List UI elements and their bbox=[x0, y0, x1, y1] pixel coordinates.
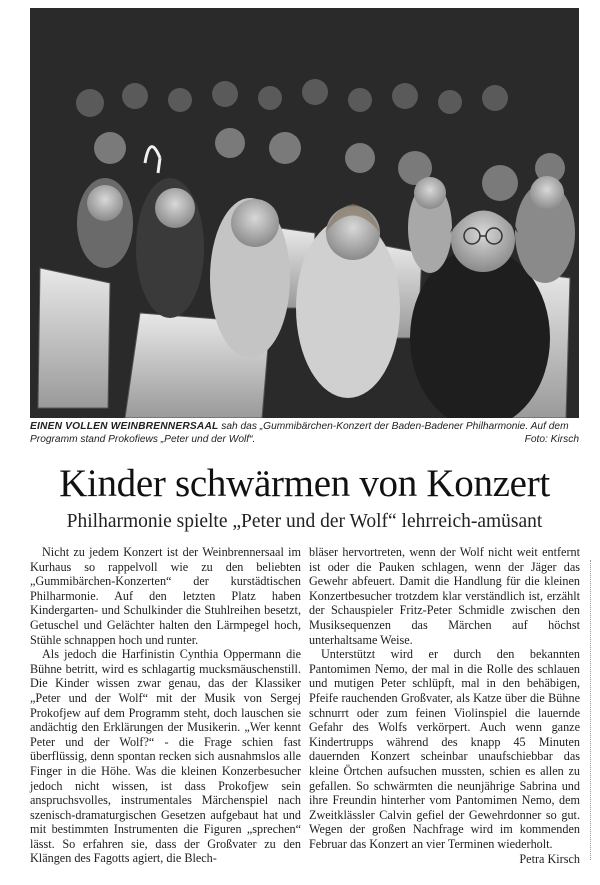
photo-credit: Foto: Kirsch bbox=[524, 434, 579, 445]
caption-text: sah das „Gummibärchen-Konzert der Baden-Badener Philharmonie. Auf dem Programm stand Prokofiews „Peter und der Wolf“. bbox=[30, 421, 569, 445]
paragraph-2: Als jedoch die Harfinistin Cynthia Oppermann die Bühne betritt, wird es schlagartig mucksmäuschenstill. Die Kinder wissen zwar genau, das der Klassiker „Peter und der Wolf“ mit der Musik von Sergej Prokofjew auf dem Programm steht, doch lauschen sie andächtig den Erklärungen der Musikerin. „Wer kennt Peter und der Wolf?“ - die Frage schien fast überflüssig, denn spontan recken sich ausnahmslos alle Finger in die Höhe. Was die kleinen Konzerbesucher jedoch nicht wissen, ist dass Prokofjew sein anspruchsvolles, instrumentales Märchenspiel nach szenisch-dramaturgischen Gesetzen aufgebaut hat und mit bestimmten Instrumenten die Figuren „sprechen“ lässt. So erfahren sie, dass der Großvater zu den Klängen des Fagotts agiert, die Blech- bbox=[30, 647, 301, 866]
scan-edge-mark bbox=[590, 560, 599, 860]
author-byline: Petra Kirsch bbox=[519, 852, 580, 867]
caption-lead: EINEN VOLLEN WEINBRENNERSAAL bbox=[30, 421, 219, 432]
article-photo bbox=[30, 8, 579, 418]
subheadline: Philharmonie spielte „Peter und der Wolf“ lehrreich-amüsant bbox=[66, 511, 543, 532]
paragraph-1: Nicht zu jedem Konzert ist der Weinbrennersaal im Kurhaus so rappelvoll wie zu den beliebten „Gummibärchen-Konzerten“ der kurstädtischen Philharmonie. Auf den letzten Platz haben Kindergarten- und Schulkinder die Stuhlreihen besetzt, Getuschel und Gelächter halten den Lärmpegel hoch, Stühle schnappen hoch und runter. bbox=[30, 545, 301, 647]
article-column-1 bbox=[30, 545, 301, 866]
headline: Kinder schwärmen von Konzert bbox=[59, 462, 550, 505]
paragraph-2-continued: bläser hervortreten, wenn der Wolf nicht weit entfernt ist oder die Pauken schlagen, wenn der Jäger das Gewehr abfeuert. Damit die Handlung für die kleinen Konzertbesucher trotzdem klar verständlich ist, erzählt der Schauspieler Fritz-Peter Schmidle zwischen den Musiksequenzen das Märchen auf höchst unterhaltsame Weise. bbox=[309, 545, 580, 647]
audience-photo-image bbox=[30, 8, 579, 418]
paragraph-3: Unterstützt wird er durch den bekannten Pantomimen Nemo, der mal in die Rolle des schlauen und mutigen Peter schlüpft, mal in den behäbigen, Pfeife rauchenden Großvater, als Katze über die Bühne schnurrt oder zum feinen Violinspiel die lauernde Gefahr des Wolfs verkörpert. Auch wenn ganze Kindertrupps während des knapp 45 Minuten dauernden Konzert scheinbar unaufschiebbar das kleine Örtchen aufsuchen mussten, schien es allen zu gefallen. So schwärmten die neunjährige Sabrina und ihre Freundin hinterher vom Pantomimen Nemo, dem Zweitklässler Calvin gefiel der Gewehrdonner so gut. Wegen der großen Nachfrage wird im kommenden Februar das Konzert an vier Terminen wiederholt. bbox=[309, 647, 580, 851]
article-column-2 bbox=[309, 545, 580, 867]
photo-caption bbox=[30, 420, 579, 446]
